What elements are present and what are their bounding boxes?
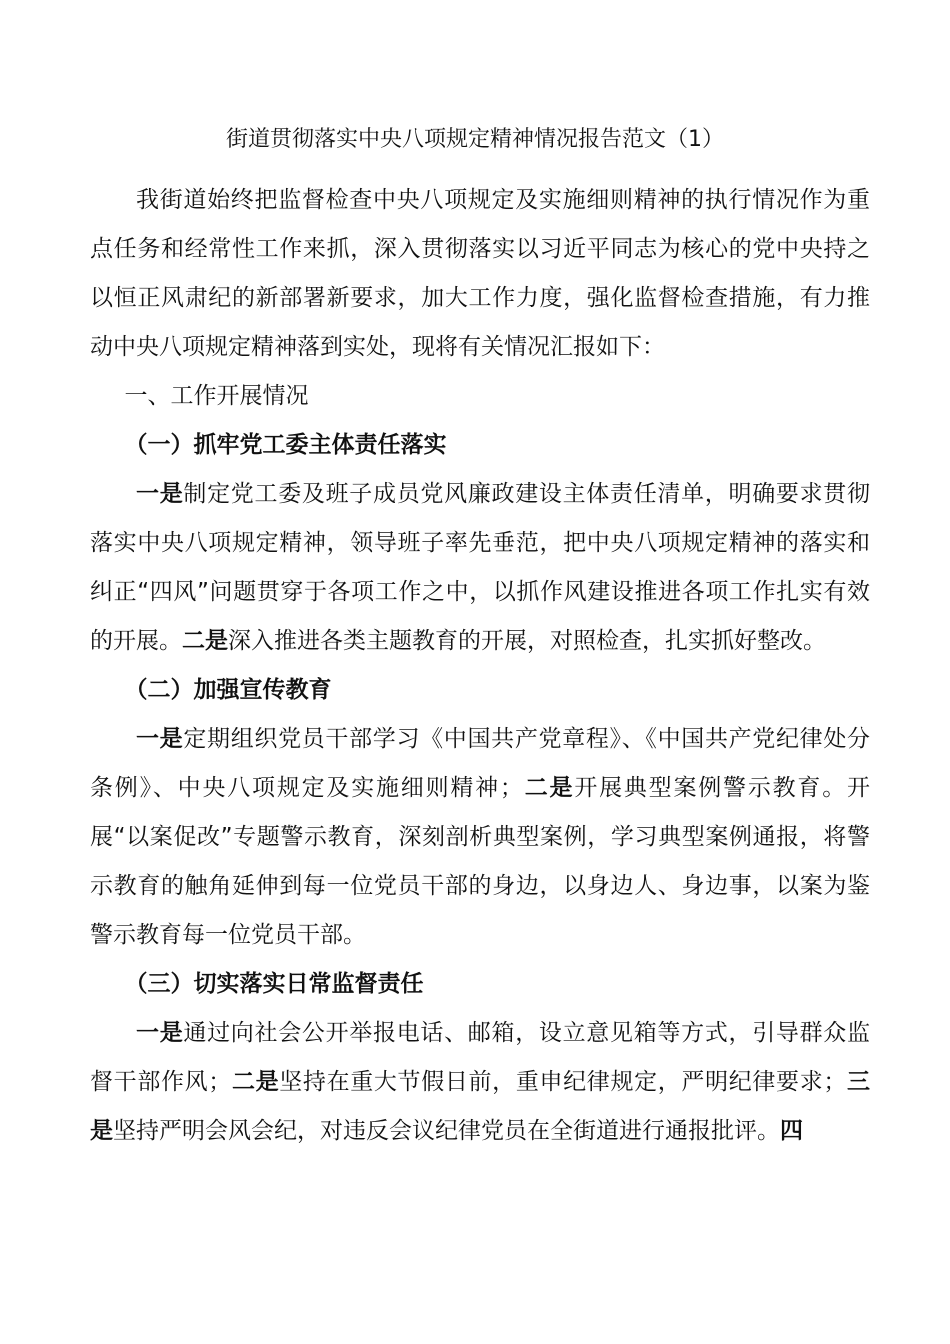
lead-phrase: 三是 [90,1069,870,1144]
subsection-heading-1: （一）抓牢党工委主体责任落实 [124,432,447,458]
lead-phrase: 一是 [136,726,184,752]
subsection-1-paragraph [90,470,870,666]
lead-phrase: 一是 [136,1020,184,1046]
paragraph-text: 开展典型案例警示教育。开展“以案促改”专题警示教育，深刻剖析典型案例，学习典型案例通报，将警示教育的触角延伸到每一位党员干部的身边，以身边人、身边事，以案为鉴警示教育每一位党员干部。 [90,775,871,948]
paragraph-text: 定期组织党员干部学习《中国共产党章程》、《中国共产党纪律处分条例》、中央八项规定及实施细则精神； [90,726,871,801]
subsection-3-paragraph [90,1009,870,1156]
paragraph-text: 制定党工委及班子成员党风廉政建设主体责任清单，明确要求贯彻落实中央八项规定精神，领导班子率先垂范，把中央八项规定精神的落实和纠正“四风”问题贯穿于各项工作之中，以抓作风建设推进各项工作扎实有效的开展。 [90,481,871,654]
subsection-heading-3: （三）切实落实日常监督责任 [124,971,424,997]
intro-paragraph: 我街道始终把监督检查中央八项规定及实施细则精神的执行情况作为重点任务和经常性工作来抓，深入贯彻落实以习近平同志为核心的党中央持之以恒正风肃纪的新部署新要求，加大工作力度，强化监督检查措施，有力推动中央八项规定精神落到实处，现将有关情况汇报如下： [90,187,870,360]
lead-phrase: 二是 [231,1069,280,1095]
lead-phrase: 四 [780,1118,803,1144]
paragraph-text: 深入推进各类主题教育的开展，对照检查，扎实抓好整改。 [228,628,826,654]
subsection-heading-2: （二）加强宣传教育 [124,677,332,703]
paragraph-text: 坚持在重大节假日前，重申纪律规定，严明纪律要求； [279,1069,847,1095]
document-body [90,176,870,1156]
paragraph-text: 坚持严明会风会纪，对违反会议纪律党员在全街道进行通报批评。 [113,1118,780,1144]
lead-phrase: 一是 [136,481,184,507]
subsection-2-paragraph [90,715,870,960]
lead-phrase: 二是 [182,628,228,654]
section-heading: 一、工作开展情况 [124,383,309,409]
paragraph-text: 通过向社会公开举报电话、邮箱，设立意见箱等方式，引导群众监督干部作风； [90,1020,871,1095]
document-title: 街道贯彻落实中央八项规定精神情况报告范文（1） [226,127,724,152]
lead-phrase: 二是 [522,775,575,801]
